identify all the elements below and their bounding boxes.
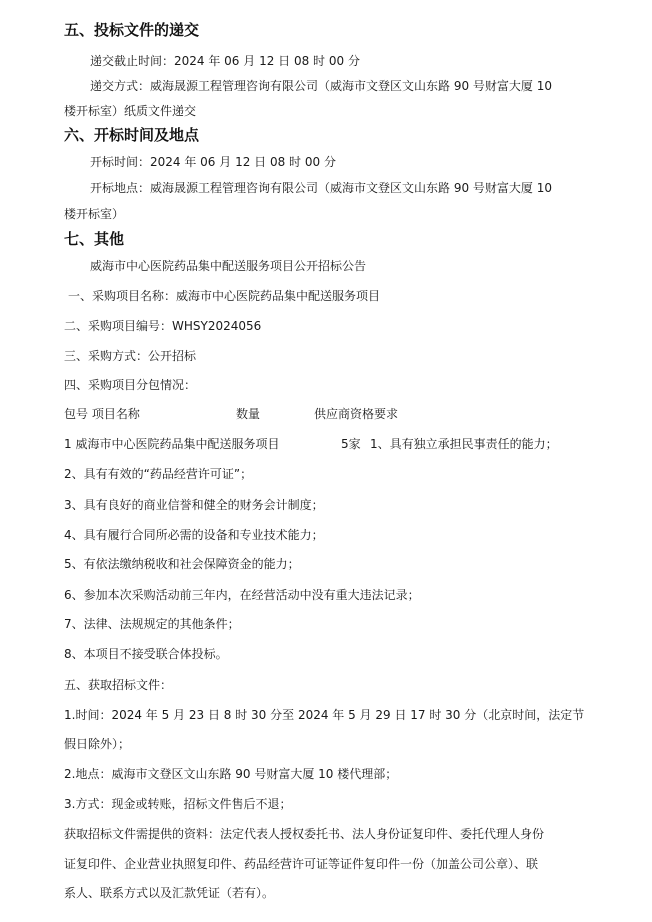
row-requirement-1: 1、具有独立承担民事责任的能力； — [370, 437, 558, 451]
section-6-heading: 六、开标时间及地点 — [64, 126, 200, 144]
required-materials-line3: 系人、联系方式以及汇款凭证（若有）。 — [64, 886, 275, 900]
requirement-6: 6、参加本次采购活动前三年内，在经营活动中没有重大违法记录； — [64, 588, 420, 602]
opening-place-line1: 开标地点：威海晟源工程管理咨询有限公司（威海市文登区文山东路 90 号财富大厦 10 — [90, 181, 552, 195]
obtain-time-line1: 1.时间：2024 年 5 月 23 日 8 时 30 分至 2024 年 5 月 29 日 17 时 30 分（北京时间，法定节 — [64, 708, 585, 722]
requirement-8: 8、本项目不接受联合体投标。 — [64, 647, 228, 661]
project-name: 一、采购项目名称：威海市中心医院药品集中配送服务项目 — [68, 289, 381, 303]
header-quantity: 数量 — [236, 407, 261, 421]
requirement-2: 2、具有有效的“药品经营许可证”； — [64, 467, 253, 481]
lot-info-heading: 四、采购项目分包情况： — [64, 378, 197, 392]
requirement-3: 3、具有良好的商业信誉和健全的财务会计制度； — [64, 498, 324, 512]
obtain-location: 2.地点：威海市文登区文山东路 90 号财富大厦 10 楼代理部； — [64, 767, 398, 781]
section-7-heading: 七、其他 — [64, 230, 125, 248]
required-materials-line2: 证复印件、企业营业执照复印件、药品经营许可证等证件复印件一份（加盖公司公章）、联 — [64, 857, 539, 871]
requirement-4: 4、具有履行合同所必需的设备和专业技术能力； — [64, 528, 324, 542]
header-qualifications: 供应商资格要求 — [314, 407, 399, 421]
header-lot-project: 包号 项目名称 — [64, 407, 140, 421]
obtain-documents-heading: 五、获取招标文件： — [64, 678, 173, 692]
required-materials-line1: 获取招标文件需提供的资料：法定代表人授权委托书、法人身份证复印件、委托代理人身份 — [64, 827, 545, 841]
requirement-7: 7、法律、法规规定的其他条件； — [64, 617, 240, 631]
table-header-row — [64, 406, 644, 422]
submission-deadline: 递交截止时间：2024 年 06 月 12 日 08 时 00 分 — [90, 54, 360, 68]
obtain-method: 3.方式：现金或转账，招标文件售后不退； — [64, 797, 292, 811]
opening-time: 开标时间：2024 年 06 月 12 日 08 时 00 分 — [90, 155, 336, 169]
table-row — [64, 436, 644, 452]
row-lot-project: 1 威海市中心医院药品集中配送服务项目 — [64, 437, 280, 451]
submission-method-line1: 递交方式：威海晟源工程管理咨询有限公司（威海市文登区文山东路 90 号财富大厦 10 — [90, 79, 552, 93]
row-quantity: 5家 — [341, 437, 361, 451]
project-number: 二、采购项目编号：WHSY2024056 — [64, 319, 262, 333]
section-5-heading: 五、投标文件的递交 — [64, 21, 200, 39]
obtain-time-line2: 假日除外）； — [64, 737, 131, 751]
requirement-5: 5、有依法缴纳税收和社会保障资金的能力； — [64, 557, 300, 571]
procurement-method: 三、采购方式：公开招标 — [64, 349, 197, 363]
submission-method-line2: 楼开标室）纸质文件递交 — [64, 104, 197, 118]
opening-place-line2: 楼开标室） — [64, 207, 125, 221]
notice-title: 威海市中心医院药品集中配送服务项目公开招标公告 — [90, 259, 367, 273]
